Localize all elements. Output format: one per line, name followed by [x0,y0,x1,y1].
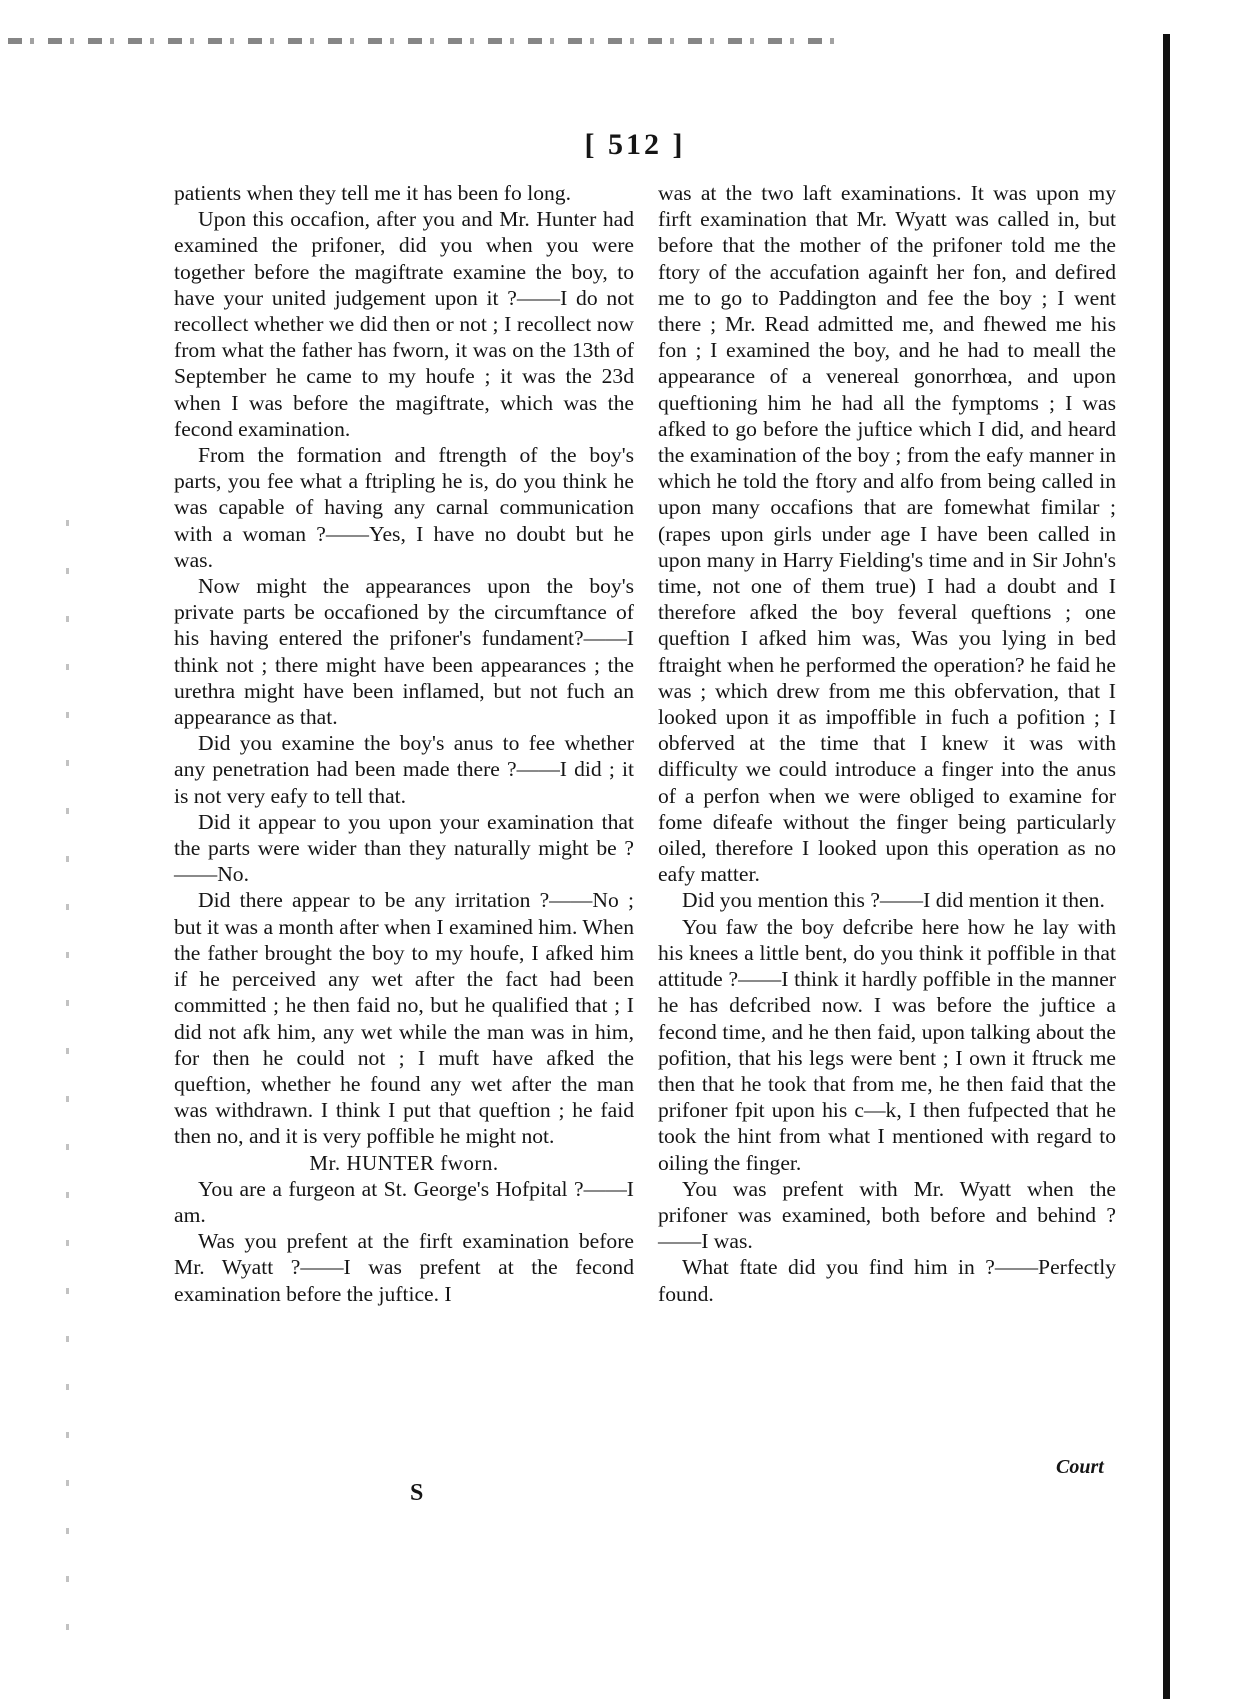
paragraph: From the formation and ftrength of the boy's parts, you fee what a ftripling he is, do you think he was capable of having any carnal communication with a woman ?——Yes, I have no doubt but he was. [174,443,634,572]
right-column [658,180,1116,1307]
left-column [174,180,634,1307]
scan-left-specks [66,520,69,1670]
scan-top-edge [8,38,848,44]
paragraph: Was you prefent at the firft examination before Mr. Wyatt ?——I was prefent at the fecond examination before the juftice. I [174,1229,634,1306]
catchword: Court [1056,1456,1104,1478]
paragraph: Now might the appearances upon the boy's private parts be occafioned by the circumftance of his having entered the prifoner's fundament?——I think not ; there might have been appearances ; the urethra might have been inflamed, but not fuch an appearance as that. [174,574,634,730]
paragraph: Did you examine the boy's anus to fee whether any penetration had been made there ?——I did ; it is not very eafy to tell that. [174,731,634,808]
paragraph: patients when they tell me it has been fo long. [174,181,571,205]
paragraph: You was prefent with Mr. Wyatt when the prifoner was examined, both before and behind ?——I was. [658,1176,1116,1254]
signature-mark: S [410,1480,424,1506]
paragraph: What ftate did you find him in ?——Perfectly found. [658,1255,1116,1306]
paragraph: was at the two laft examinations. It was upon my firft examination that Mr. Wyatt was called in, but before that the mother of the prifoner told me the ftory of the accufation againft her fon, and defired me to go to Paddington and fee the boy ; I went there ; Mr. Read admitted me, and fhewed me his fon ; I examined the boy, and he had to meall the appearance of a venereal gonorrhœa, and upon queftioning him he had all the fymptoms ; I was afked to go before the juftice which I did, and heard the examination of the boy ; from the eafy manner in which he told the ftory and alfo from being called in upon many occafions that are fomewhat fimilar ; (rapes upon girls under age I have been called in upon many in Harry Fielding's time and in Sir John's time, not one of them true) I had a doubt and I therefore afked the boy feveral queftions ; one queftion I afked him was, Was you lying in bed ftraight when he performed the operation? he faid he was ; which drew from me this obfervation, that I looked upon it as impoffible in fuch a pofition ; I obferved at the time that I knew it was with difficulty we could introduce a finger into the anus of a perfon when we were obliged to examine for fome difeafe without the finger being particularly oiled, therefore I looked upon this operation as no eafy matter. [658,181,1116,887]
witness-heading: Mr. HUNTER fworn. [309,1150,499,1175]
paragraph: Did you mention this ?——I did mention it then. [682,888,1105,913]
scan-right-edge [1163,34,1170,1699]
paragraph: You faw the boy defcribe here how he lay with his knees a little bent, do you think it poffible in that attitude ?——I think it hardly poffible in the manner he has defcribed now. I was before the juftice a fecond time, and he then faid, upon talking about the pofition, that his legs were bent ; I own it ftruck me then that he took that from me, he then faid that the prifoner fpit upon his c—k, I then fufpected that he took the hint from what I mentioned with regard to oiling the finger. [658,914,1116,1175]
paragraph: Did there appear to be any irritation ?——No ; but it was a month after when I examined him. When the father brought the boy to my houfe, I afked him if he perceived any wet after the fact had been committed ; he then faid no, but he qualified that ; I did not afk him, any wet while the man was in him, for then he could not ; I muft have afked the queftion, whether he found any wet after the man was withdrawn. I think I put that queftion ; he faid then no, and it is very poffible he might not. [174,888,634,1149]
paragraph: Did it appear to you upon your examination that the parts were wider than they naturally might be ?——No. [174,809,634,887]
page-number-header: [ 512 ] [584,128,686,161]
paragraph: Upon this occafion, after you and Mr. Hunter had examined the prifoner, did you when you were together before the magiftrate examine the boy, to have your united judgement upon it ?——I do not recollect whether we did then or not ; I recollect now from what the father has fworn, it was on the 13th of September he came to my houfe ; it was the 23d when I was before the magiftrate, which was the fecond examination. [174,207,634,441]
paragraph: You are a furgeon at St. George's Hofpital ?——I am. [174,1176,634,1227]
